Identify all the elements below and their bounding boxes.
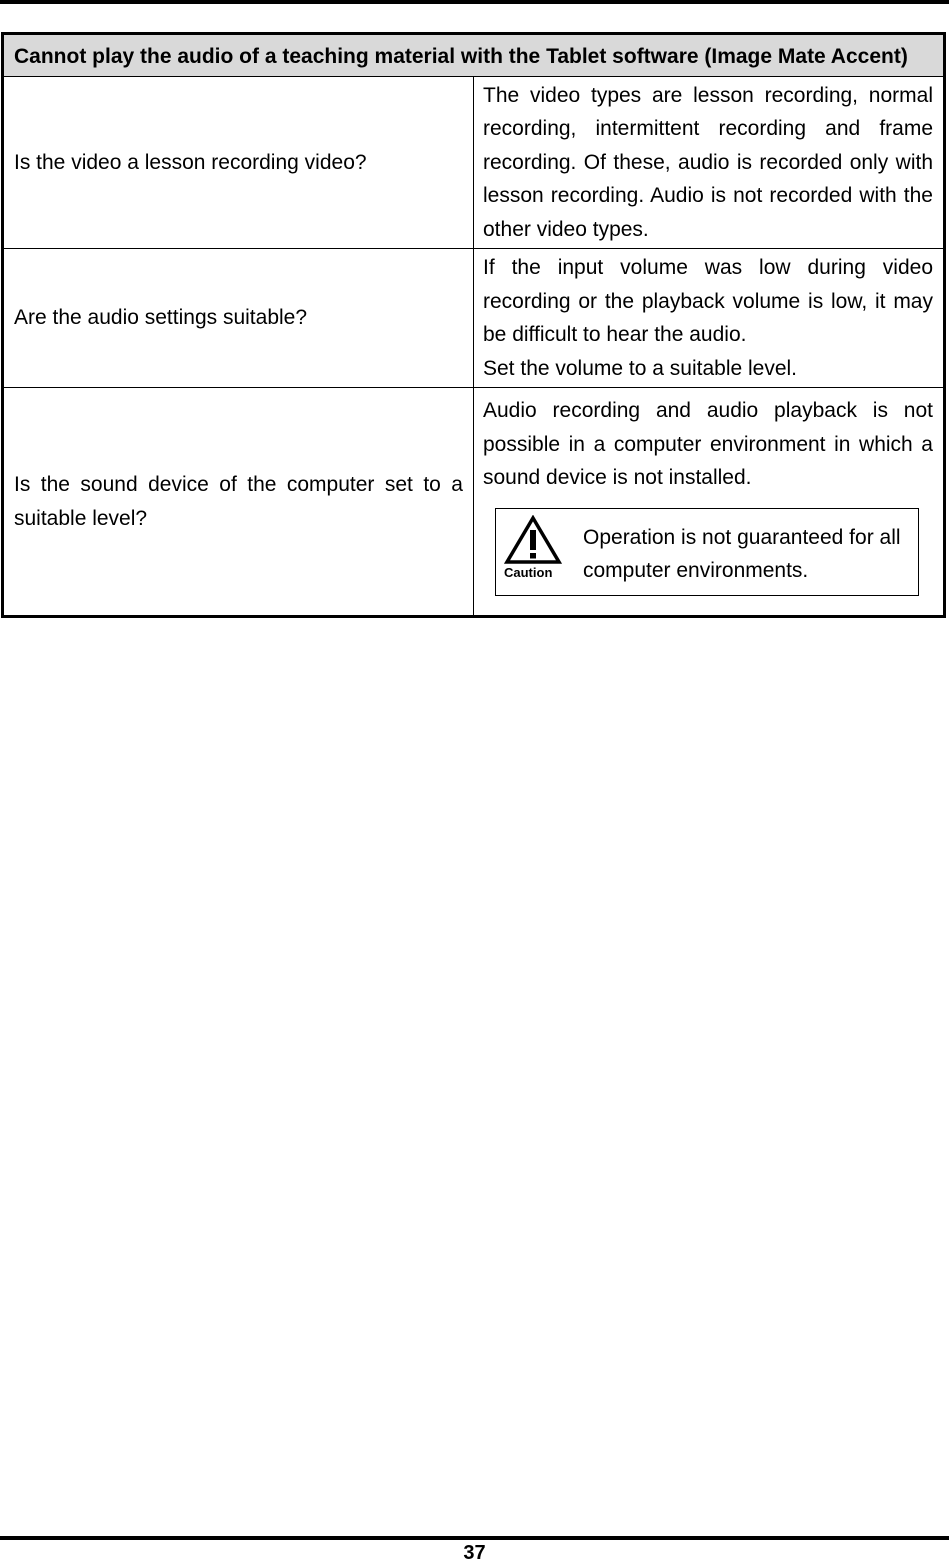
footer-rule (0, 1536, 949, 1540)
answer-text: The video types are lesson recording, normal recording, intermittent recording and frame recording. Of these, audio is recorded only with lesson recording. Audio is not recorded with the other video types. (483, 83, 933, 241)
question-cell: Are the audio settings suitable? (3, 249, 474, 388)
answer-cell (474, 249, 945, 388)
table-row (3, 388, 945, 617)
page-number: 37 (463, 1542, 486, 1564)
caution-label: Caution (504, 564, 553, 580)
caution-text-line: Operation is not guaranteed for all (583, 525, 901, 549)
caution-text (583, 521, 943, 588)
question-cell: Is the video a lesson recording video? (3, 76, 474, 249)
table-row (3, 249, 945, 388)
answer-cell (474, 388, 945, 617)
caution-box (495, 508, 919, 596)
caution-text-line: computer environments. (583, 559, 809, 582)
caution-triangle-glyph (504, 515, 562, 565)
answer-text: If the input volume was low during video recording or the playback volume is low, it may be difficult to hear the audio. (483, 256, 933, 346)
question-cell: Is the sound device of the computer set to a suitable level? (3, 388, 474, 617)
answer-text: Set the volume to a suitable level. (483, 356, 798, 380)
troubleshooting-table (1, 32, 946, 618)
caution-triangle-icon (504, 515, 562, 581)
table-header: Cannot play the audio of a teaching material with the Tablet software (Image Mate Accent) (3, 34, 945, 77)
answer-cell (474, 76, 945, 249)
table-row (3, 76, 945, 249)
top-rule (0, 0, 949, 4)
answer-text: Audio recording and audio playback is not possible in a computer environment in which a sound device is not installed. (483, 399, 933, 489)
table-header-row (3, 34, 945, 77)
